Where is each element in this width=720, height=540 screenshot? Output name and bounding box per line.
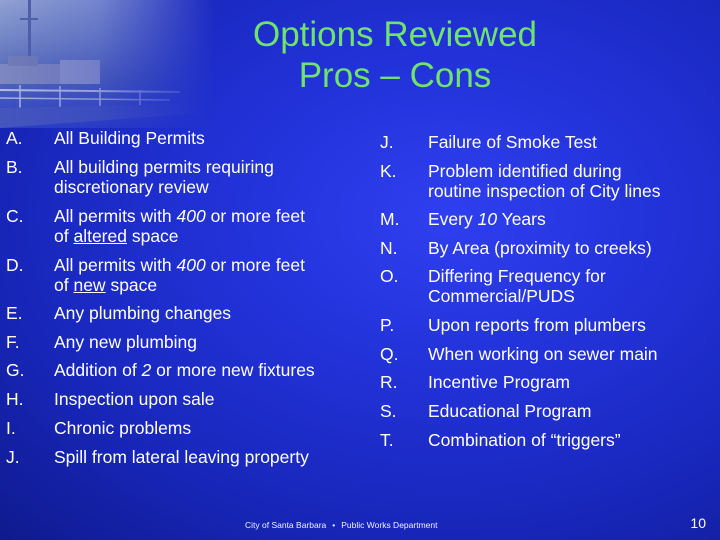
text-underlined: new <box>73 275 106 295</box>
item-letter: E. <box>6 303 23 323</box>
item-text-line: routine inspection of City lines <box>428 181 661 201</box>
item-text: Any plumbing changes <box>54 303 232 323</box>
item-letter: H. <box>6 389 24 409</box>
item-text: Any new plumbing <box>54 332 197 352</box>
item-text-line: discretionary review <box>54 177 209 197</box>
footer-department: Public Works Department <box>341 520 438 530</box>
text-part: space <box>105 275 158 295</box>
title-line-1: Options Reviewed <box>252 15 538 54</box>
text-number: 10 <box>477 209 498 229</box>
item-text: Chronic problems <box>54 418 192 438</box>
text-part: Years <box>497 209 546 229</box>
item-letter: N. <box>380 238 398 258</box>
text-part: All permits with <box>54 206 177 226</box>
text-part: of <box>54 226 74 246</box>
item-letter: I. <box>6 418 16 438</box>
item-letter: C. <box>6 206 24 226</box>
item-text <box>54 157 274 197</box>
text-part: All permits with <box>54 255 177 275</box>
item-letter: M. <box>380 209 400 229</box>
item-letter: B. <box>6 157 23 177</box>
item-text: Upon reports from plumbers <box>428 315 646 335</box>
item-text-line: Problem identified during <box>428 161 622 181</box>
item-letter: S. <box>380 401 397 421</box>
item-letter: P. <box>380 315 395 335</box>
item-text: Inspection upon sale <box>54 389 215 409</box>
item-text: Combination of “triggers” <box>428 430 621 450</box>
item-text <box>54 360 315 380</box>
item-text-line: Commercial/PUDS <box>428 286 575 306</box>
slide-footer <box>245 520 437 530</box>
item-letter: F. <box>6 332 20 352</box>
text-part: Every <box>428 209 478 229</box>
item-letter: R. <box>380 372 398 392</box>
right-options-list <box>380 0 710 540</box>
item-letter: J. <box>380 132 394 152</box>
text-part: or more feet <box>205 206 305 226</box>
text-part: of <box>54 275 74 295</box>
item-text <box>428 161 660 201</box>
item-letter: A. <box>6 128 23 148</box>
item-text <box>54 206 305 246</box>
item-letter: Q. <box>380 344 399 364</box>
footer-organization: City of Santa Barbara <box>245 520 327 530</box>
item-text: Spill from lateral leaving property <box>54 447 309 467</box>
text-part: space <box>126 226 179 246</box>
item-letter: K. <box>380 161 397 181</box>
item-letter: G. <box>6 360 25 380</box>
item-text <box>428 209 546 229</box>
item-text: Failure of Smoke Test <box>428 132 597 152</box>
item-text: Incentive Program <box>428 372 571 392</box>
item-text: When working on sewer main <box>428 344 658 364</box>
item-letter: O. <box>380 266 399 286</box>
text-number: 2 <box>141 360 152 380</box>
text-number: 400 <box>176 255 206 275</box>
text-part: or more new fixtures <box>151 360 315 380</box>
item-text <box>54 255 305 295</box>
item-letter: J. <box>6 447 20 467</box>
page-number: 10 <box>690 515 706 531</box>
footer-separator: • <box>332 520 336 530</box>
text-part: or more feet <box>205 255 305 275</box>
text-number: 400 <box>176 206 206 226</box>
item-text: All Building Permits <box>54 128 205 148</box>
title-line-2: Pros – Cons <box>298 56 492 95</box>
item-letter: T. <box>380 430 394 450</box>
item-text <box>428 266 606 306</box>
left-options-list <box>6 0 366 540</box>
item-text: Educational Program <box>428 401 592 421</box>
text-part: Addition of <box>54 360 142 380</box>
item-text: By Area (proximity to creeks) <box>428 238 652 258</box>
item-text-line: Differing Frequency for <box>428 266 606 286</box>
text-underlined: altered <box>73 226 127 246</box>
item-text-line: All building permits requiring <box>54 157 274 177</box>
item-letter: D. <box>6 255 24 275</box>
